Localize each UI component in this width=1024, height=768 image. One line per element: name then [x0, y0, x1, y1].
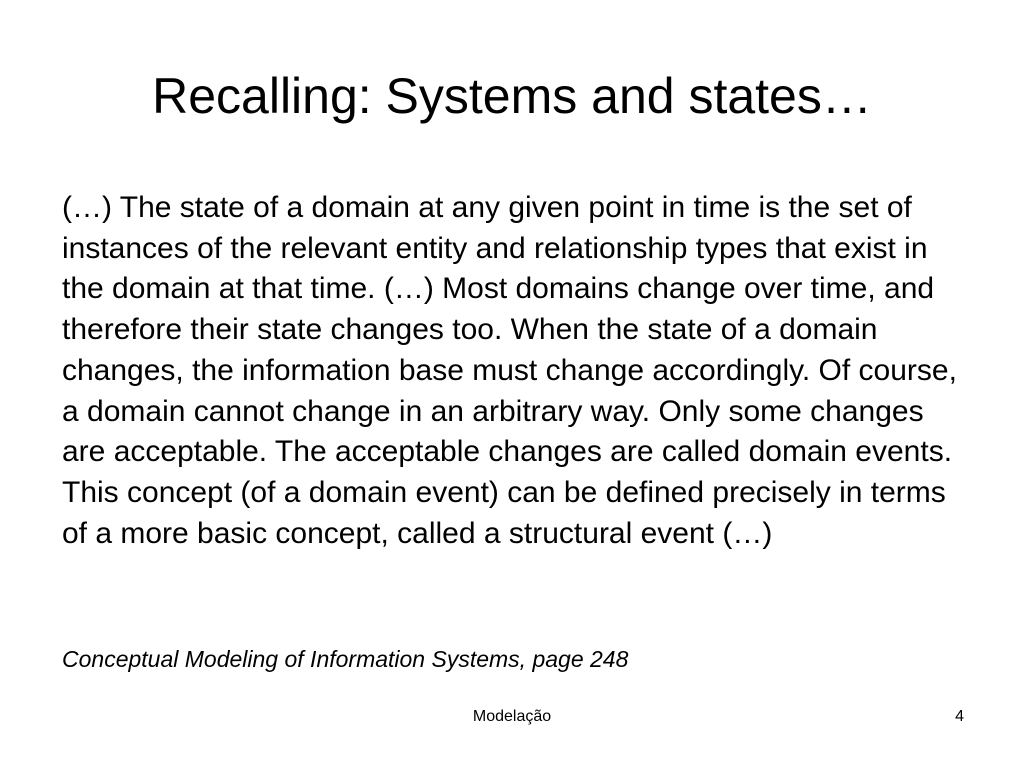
- slide-title: Recalling: Systems and states…: [152, 68, 872, 124]
- citation: Conceptual Modeling of Information Systems, page 248: [62, 646, 629, 672]
- footer-label: Modelação: [472, 708, 552, 725]
- page-number: 4: [955, 708, 964, 725]
- slide-body-text: (…) The state of a domain at any given point in time is the set of instances of the relevant entity and relationship types that exist in the domain at that time. (…) Most domains change over time, and therefore their state changes too. When the state of a domain changes, the information base must change accordingly. Of course, a domain cannot change in an arbitrary way. Only some changes are acceptable. The acceptable changes are called domain events. This concept (of a domain event) can be defined precisely in terms of a more basic concept, called a structural event (…): [62, 191, 957, 550]
